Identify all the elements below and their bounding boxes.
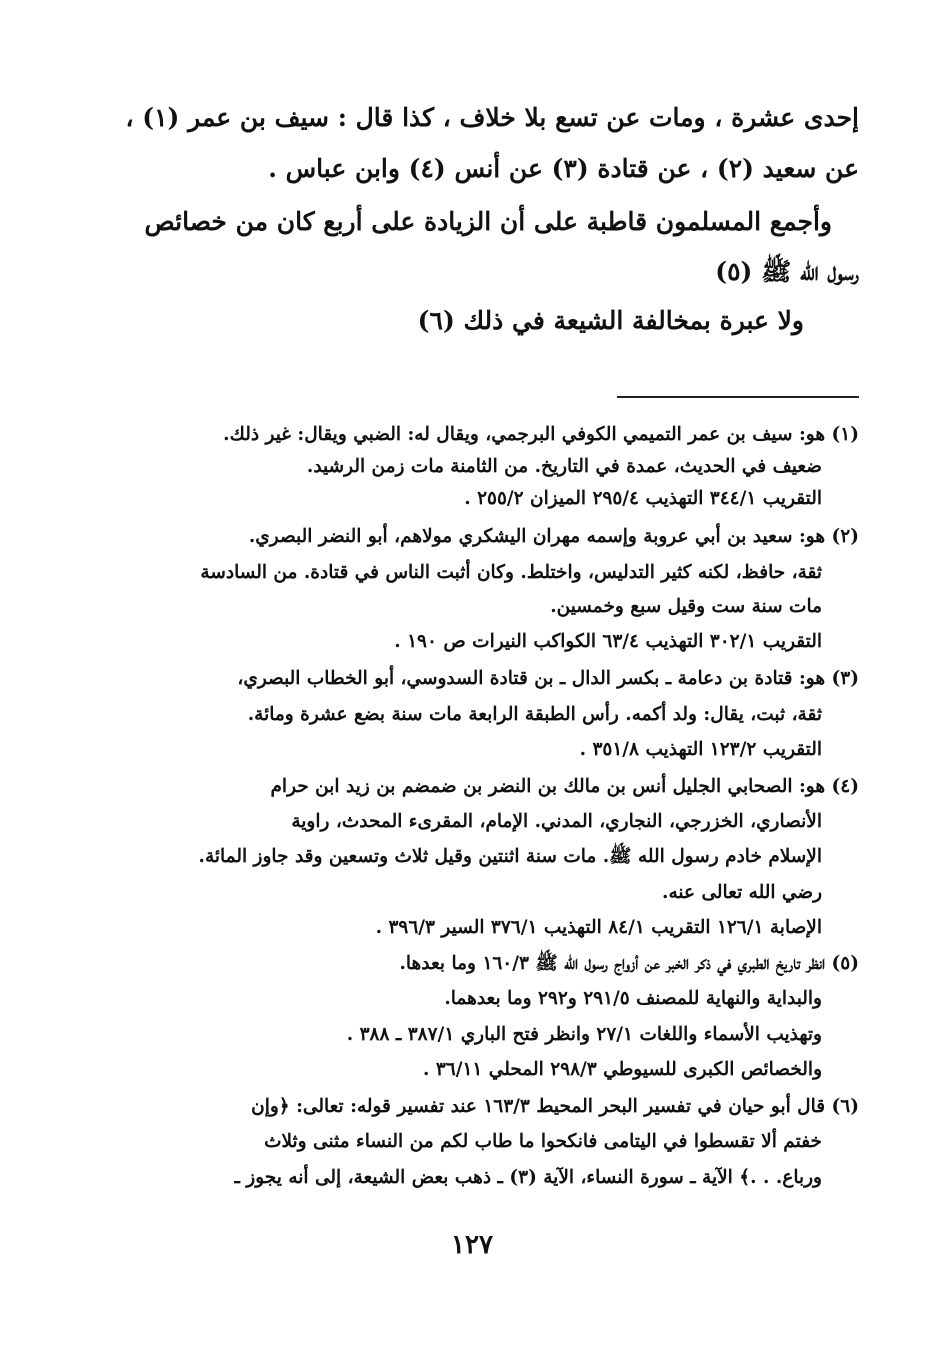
- footnote-1-line-2: ضعيف في الحديث، عمدة في التاريخ. من الثامنة مات زمن الرشيد.: [306, 456, 822, 477]
- footnote-2-line-4: التقريب ٣٠٢/١ التهذيب ٦٣/٤ الكواكب النيرات ص ١٩٠ .: [394, 631, 822, 652]
- footnote-5-line-1: (٥) انظر تاريخ الطبري في ذكر الخبر عن أزواج رسول الله ﷺ ١٦٠/٣ وما بعدها.: [399, 953, 859, 974]
- footnote-1-line-3: التقريب ٣٤٤/١ التهذيب ٢٩٥/٤ الميزان ٢٥٥/٢ .: [464, 488, 822, 509]
- footnote-3-line-1: (٣) هو: قتادة بن دعامة ـ بكسر الدال ـ بن قتادة السدوسي، أبو الخطاب البصري،: [237, 668, 859, 689]
- footnote-6-line-3: ورباع. . .﴾ الآية ـ سورة النساء، الآية (٣) ـ ذهب بعض الشيعة، إلى أنه يجوز ـ: [234, 1167, 822, 1188]
- footnote-2-line-2: ثقة، حافظ، لكنه كثير التدليس، واختلط. وكان أثبت الناس في قتادة. من السادسة: [200, 562, 822, 583]
- footnote-4-line-1: (٤) هو: الصحابي الجليل أنس بن مالك بن النضر بن ضمضم بن زيد ابن حرام: [270, 776, 859, 797]
- footnote-5-line-2: والبداية والنهاية للمصنف ٢٩١/٥ و٢٩٢ وما بعدهما.: [444, 988, 822, 1009]
- footnote-4-line-2: الأنصاري، الخزرجي، النجاري، المدني. الإمام، المقرىء المحدث، راوية: [291, 811, 822, 832]
- footnote-3-line-3: التقريب ١٢٣/٢ التهذيب ٣٥١/٨ .: [579, 739, 822, 760]
- body-line-5: ولا عبرة بمخالفة الشيعة في ذلك (٦): [417, 306, 804, 335]
- body-line-3: وأجمع المسلمون قاطبة على أن الزيادة على أربع كان من خصائص: [144, 207, 832, 236]
- footnote-6-line-1: (٦) قال أبو حيان في تفسير البحر المحيط ١٦٣/٣ عند تفسير قوله: تعالى: ﴿وإن: [251, 1096, 859, 1117]
- footnote-separator: [617, 396, 859, 398]
- footnote-4-line-5: الإصابة ١٢٦/١ التقريب ٨٤/١ التهذيب ٣٧٦/١ السير ٣٩٦/٣ .: [375, 917, 822, 938]
- body-line-1: إحدى عشرة ، ومات عن تسع بلا خلاف ، كذا قال : سيف بن عمر (١) ،: [125, 103, 859, 132]
- footnote-5-line-3: وتهذيب الأسماء واللغات ٢٧/١ وانظر فتح الباري ٣٨٧/١ ـ ٣٨٨ .: [346, 1024, 822, 1045]
- footnote-2-line-3: مات سنة ست وقيل سبع وخمسين.: [550, 596, 822, 617]
- page-number: ١٢٧: [451, 1230, 493, 1260]
- footnote-4-line-3: الإسلام خادم رسول الله ﷺ. مات سنة اثنتين وقيل ثلاث وتسعين وقد جاوز المائة.: [198, 846, 822, 867]
- footnote-4-line-4: رضي الله تعالى عنه.: [662, 882, 822, 903]
- footnote-6-line-2: خفتم ألا تقسطوا في اليتامى فانكحوا ما طاب لكم من النساء مثنى وثلاث: [264, 1131, 822, 1152]
- footnote-5-line-4: والخصائص الكبرى للسيوطي ٢٩٨/٣ المحلي ٣٦/١١ .: [422, 1059, 822, 1080]
- body-line-4: رسول الله ﷺ (٥): [715, 257, 859, 286]
- footnote-3-line-2: ثقة، ثبت، يقال: ولد أكمه. رأس الطبقة الرابعة مات سنة بضع عشرة ومائة.: [247, 704, 822, 725]
- body-line-2: عن سعيد (٢) ، عن قتادة (٣) عن أنس (٤) وابن عباس .: [268, 154, 859, 183]
- footnote-2-line-1: (٢) هو: سعيد بن أبي عروبة وإسمه مهران اليشكري مولاهم، أبو النضر البصري.: [248, 526, 859, 547]
- footnote-1-line-1: (١) هو: سيف بن عمر التميمي الكوفي البرجمي، ويقال له: الضبي ويقال: غير ذلك.: [223, 424, 859, 445]
